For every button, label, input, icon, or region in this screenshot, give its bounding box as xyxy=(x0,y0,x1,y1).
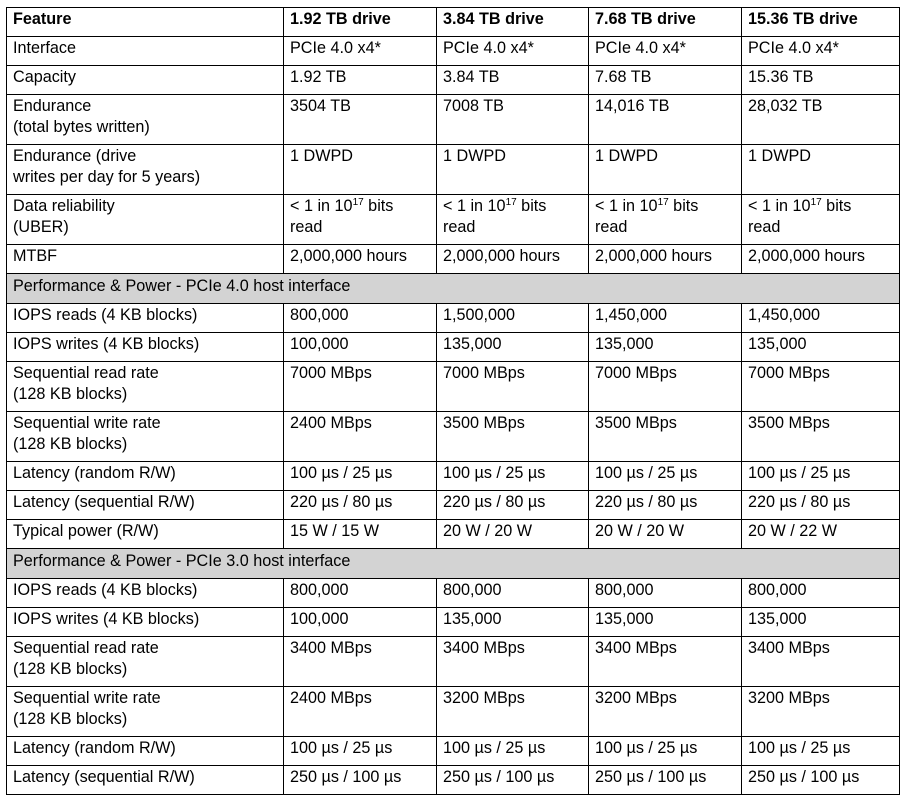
feature-label: Sequential write rate xyxy=(13,414,161,432)
feature-label: Latency (random R/W) xyxy=(13,464,176,482)
header-cell-drive xyxy=(742,8,900,37)
feature-label: Latency (sequential R/W) xyxy=(13,768,195,786)
cell-value: 100,000 xyxy=(290,610,349,628)
cell-value: 7.68 TB xyxy=(595,68,652,86)
cell-value: 100 µs / 25 µs xyxy=(443,739,546,757)
uber-prefix: < 1 in 10 xyxy=(595,197,658,215)
cell-value: 135,000 xyxy=(748,335,807,353)
feature-cell xyxy=(7,412,284,462)
value-cell xyxy=(437,304,589,333)
section-header-row xyxy=(7,549,900,579)
value-cell xyxy=(742,520,900,549)
drive-spec-table xyxy=(6,7,900,795)
cell-value: 3400 MBps xyxy=(290,639,372,657)
uber-prefix: < 1 in 10 xyxy=(748,197,811,215)
value-cell xyxy=(284,195,437,245)
cell-value: 3200 MBps xyxy=(748,689,830,707)
value-cell xyxy=(742,491,900,520)
cell-value: 100 µs / 25 µs xyxy=(595,464,698,482)
uber-suffix: bits xyxy=(821,197,852,215)
value-cell xyxy=(437,579,589,608)
cell-value: 1 DWPD xyxy=(443,147,506,165)
cell-value: 135,000 xyxy=(443,610,502,628)
value-cell xyxy=(284,491,437,520)
cell-value: PCIe 4.0 x4* xyxy=(290,39,381,57)
feature-label: IOPS reads (4 KB blocks) xyxy=(13,581,198,599)
value-cell xyxy=(589,637,742,687)
cell-value: 3400 MBps xyxy=(748,639,830,657)
feature-cell xyxy=(7,766,284,795)
uber-line2: read xyxy=(595,218,628,236)
value-cell xyxy=(589,491,742,520)
value-cell xyxy=(437,637,589,687)
value-cell xyxy=(742,462,900,491)
value-cell xyxy=(284,37,437,66)
value-cell xyxy=(742,95,900,145)
value-cell xyxy=(589,145,742,195)
feature-label: Sequential read rate xyxy=(13,639,159,657)
cell-value: 2,000,000 hours xyxy=(290,247,408,265)
value-cell xyxy=(589,579,742,608)
feature-label: (128 KB blocks) xyxy=(13,660,128,678)
cell-value: 7000 MBps xyxy=(748,364,830,382)
feature-cell xyxy=(7,333,284,362)
cell-value: PCIe 4.0 x4* xyxy=(443,39,534,57)
value-cell xyxy=(742,66,900,95)
value-cell xyxy=(284,145,437,195)
cell-value: 100 µs / 25 µs xyxy=(443,464,546,482)
section-title: Performance & Power - PCIe 4.0 host interface xyxy=(13,277,351,295)
cell-value: 7000 MBps xyxy=(595,364,677,382)
table-row xyxy=(7,637,900,687)
cell-value: 220 µs / 80 µs xyxy=(595,493,698,511)
value-cell xyxy=(284,412,437,462)
value-cell xyxy=(284,304,437,333)
value-cell xyxy=(589,412,742,462)
section-title: Performance & Power - PCIe 3.0 host interface xyxy=(13,552,351,570)
feature-label: Data reliability xyxy=(13,197,115,215)
feature-cell xyxy=(7,637,284,687)
cell-value: 1 DWPD xyxy=(290,147,353,165)
cell-value: 1,450,000 xyxy=(748,306,821,324)
table-row xyxy=(7,687,900,737)
header-cell-drive xyxy=(437,8,589,37)
value-cell xyxy=(589,687,742,737)
cell-value: 7008 TB xyxy=(443,97,504,115)
feature-cell xyxy=(7,520,284,549)
cell-value: 1,500,000 xyxy=(443,306,516,324)
feature-cell xyxy=(7,687,284,737)
value-cell xyxy=(589,520,742,549)
header-label: 7.68 TB drive xyxy=(595,10,696,28)
value-cell xyxy=(589,608,742,637)
cell-value: 2,000,000 hours xyxy=(748,247,866,265)
value-cell xyxy=(742,195,900,245)
feature-cell xyxy=(7,195,284,245)
cell-value: 100 µs / 25 µs xyxy=(748,739,851,757)
value-cell xyxy=(284,95,437,145)
value-cell xyxy=(742,37,900,66)
cell-value: 3.84 TB xyxy=(443,68,500,86)
value-cell xyxy=(284,737,437,766)
cell-value: 1 DWPD xyxy=(748,147,811,165)
feature-cell xyxy=(7,304,284,333)
value-cell xyxy=(742,687,900,737)
cell-value: 2,000,000 hours xyxy=(443,247,561,265)
feature-cell xyxy=(7,245,284,274)
feature-cell xyxy=(7,462,284,491)
uber-line2: read xyxy=(290,218,323,236)
table-row xyxy=(7,145,900,195)
value-cell xyxy=(589,462,742,491)
cell-value: 100,000 xyxy=(290,335,349,353)
value-cell xyxy=(284,766,437,795)
value-cell xyxy=(589,95,742,145)
feature-label: MTBF xyxy=(13,247,58,265)
value-cell xyxy=(589,66,742,95)
feature-label: Endurance (drive xyxy=(13,147,137,165)
spec-table-body xyxy=(7,8,900,795)
feature-label: (UBER) xyxy=(13,218,69,236)
header-label: 1.92 TB drive xyxy=(290,10,391,28)
cell-value: 220 µs / 80 µs xyxy=(748,493,851,511)
table-row xyxy=(7,195,900,245)
value-cell xyxy=(437,737,589,766)
header-label: Feature xyxy=(13,10,72,28)
cell-value: 250 µs / 100 µs xyxy=(290,768,402,786)
feature-cell xyxy=(7,491,284,520)
cell-value: 800,000 xyxy=(290,581,349,599)
value-cell xyxy=(589,195,742,245)
value-cell xyxy=(437,412,589,462)
cell-value: 3500 MBps xyxy=(443,414,525,432)
value-cell xyxy=(742,362,900,412)
cell-value: 2400 MBps xyxy=(290,414,372,432)
cell-value: 800,000 xyxy=(748,581,807,599)
table-row xyxy=(7,462,900,491)
value-cell xyxy=(742,145,900,195)
feature-label: Sequential write rate xyxy=(13,689,161,707)
cell-value: 135,000 xyxy=(595,610,654,628)
cell-value: 15 W / 15 W xyxy=(290,522,380,540)
table-row xyxy=(7,95,900,145)
table-row xyxy=(7,766,900,795)
cell-value: 800,000 xyxy=(290,306,349,324)
feature-label: Latency (random R/W) xyxy=(13,739,176,757)
section-header-cell xyxy=(7,549,900,579)
cell-value: 2,000,000 hours xyxy=(595,247,713,265)
table-row xyxy=(7,608,900,637)
value-cell xyxy=(437,687,589,737)
table-row xyxy=(7,245,900,274)
value-cell xyxy=(437,766,589,795)
cell-value: 100 µs / 25 µs xyxy=(290,739,393,757)
value-cell xyxy=(437,362,589,412)
value-cell xyxy=(437,145,589,195)
uber-line2: read xyxy=(443,218,476,236)
table-row xyxy=(7,491,900,520)
cell-value: 20 W / 20 W xyxy=(443,522,533,540)
value-cell xyxy=(742,637,900,687)
value-cell xyxy=(742,245,900,274)
cell-value: 3200 MBps xyxy=(595,689,677,707)
cell-value: 1 DWPD xyxy=(595,147,658,165)
uber-suffix: bits xyxy=(516,197,547,215)
cell-value: PCIe 4.0 x4* xyxy=(748,39,839,57)
value-cell xyxy=(284,362,437,412)
header-label: 15.36 TB drive xyxy=(748,10,858,28)
feature-label: IOPS writes (4 KB blocks) xyxy=(13,610,200,628)
uber-line2: read xyxy=(748,218,781,236)
section-header-row xyxy=(7,274,900,304)
feature-cell xyxy=(7,95,284,145)
cell-value: 20 W / 22 W xyxy=(748,522,838,540)
uber-exponent: 17 xyxy=(352,197,364,208)
value-cell xyxy=(437,462,589,491)
feature-label: (total bytes written) xyxy=(13,118,150,136)
uber-prefix: < 1 in 10 xyxy=(290,197,353,215)
cell-value: 3400 MBps xyxy=(595,639,677,657)
cell-value: 100 µs / 25 µs xyxy=(748,464,851,482)
value-cell xyxy=(437,245,589,274)
cell-value: 3500 MBps xyxy=(595,414,677,432)
value-cell xyxy=(437,37,589,66)
uber-exponent: 17 xyxy=(505,197,517,208)
cell-value: 7000 MBps xyxy=(290,364,372,382)
value-cell xyxy=(742,304,900,333)
table-row xyxy=(7,737,900,766)
feature-cell xyxy=(7,37,284,66)
uber-prefix: < 1 in 10 xyxy=(443,197,506,215)
value-cell xyxy=(437,195,589,245)
value-cell xyxy=(589,37,742,66)
feature-label: (128 KB blocks) xyxy=(13,710,128,728)
feature-label: Typical power (R/W) xyxy=(13,522,159,540)
feature-label: IOPS reads (4 KB blocks) xyxy=(13,306,198,324)
value-cell xyxy=(742,737,900,766)
value-cell xyxy=(589,245,742,274)
table-row xyxy=(7,412,900,462)
feature-cell xyxy=(7,579,284,608)
value-cell xyxy=(589,333,742,362)
table-row xyxy=(7,333,900,362)
header-cell-feature xyxy=(7,8,284,37)
value-cell xyxy=(589,304,742,333)
cell-value: 800,000 xyxy=(443,581,502,599)
feature-label: (128 KB blocks) xyxy=(13,435,128,453)
feature-label: Interface xyxy=(13,39,76,57)
cell-value: 800,000 xyxy=(595,581,654,599)
feature-label: IOPS writes (4 KB blocks) xyxy=(13,335,200,353)
cell-value: 7000 MBps xyxy=(443,364,525,382)
table-row xyxy=(7,520,900,549)
cell-value: 15.36 TB xyxy=(748,68,814,86)
cell-value: 100 µs / 25 µs xyxy=(290,464,393,482)
value-cell xyxy=(437,333,589,362)
feature-cell xyxy=(7,608,284,637)
uber-suffix: bits xyxy=(363,197,394,215)
value-cell xyxy=(742,608,900,637)
header-cell-drive xyxy=(589,8,742,37)
cell-value: 1.92 TB xyxy=(290,68,347,86)
value-cell xyxy=(437,95,589,145)
value-cell xyxy=(589,737,742,766)
cell-value: 135,000 xyxy=(595,335,654,353)
cell-value: 250 µs / 100 µs xyxy=(443,768,555,786)
value-cell xyxy=(284,637,437,687)
value-cell xyxy=(437,608,589,637)
feature-label: (128 KB blocks) xyxy=(13,385,128,403)
cell-value: 3504 TB xyxy=(290,97,351,115)
header-cell-drive xyxy=(284,8,437,37)
value-cell xyxy=(589,766,742,795)
feature-label: Sequential read rate xyxy=(13,364,159,382)
feature-cell xyxy=(7,66,284,95)
value-cell xyxy=(284,66,437,95)
cell-value: 250 µs / 100 µs xyxy=(595,768,707,786)
value-cell xyxy=(742,412,900,462)
cell-value: 28,032 TB xyxy=(748,97,823,115)
value-cell xyxy=(284,245,437,274)
header-row xyxy=(7,8,900,37)
feature-label: Latency (sequential R/W) xyxy=(13,493,195,511)
cell-value: PCIe 4.0 x4* xyxy=(595,39,686,57)
cell-value: 3200 MBps xyxy=(443,689,525,707)
table-row xyxy=(7,37,900,66)
cell-value: 220 µs / 80 µs xyxy=(290,493,393,511)
feature-cell xyxy=(7,737,284,766)
table-row xyxy=(7,579,900,608)
cell-value: 20 W / 20 W xyxy=(595,522,685,540)
feature-label: Endurance xyxy=(13,97,92,115)
cell-value: 3500 MBps xyxy=(748,414,830,432)
uber-exponent: 17 xyxy=(810,197,822,208)
value-cell xyxy=(284,520,437,549)
cell-value: 135,000 xyxy=(443,335,502,353)
value-cell xyxy=(284,687,437,737)
header-label: 3.84 TB drive xyxy=(443,10,544,28)
value-cell xyxy=(284,608,437,637)
feature-cell xyxy=(7,362,284,412)
value-cell xyxy=(284,579,437,608)
uber-exponent: 17 xyxy=(657,197,669,208)
table-row xyxy=(7,304,900,333)
uber-suffix: bits xyxy=(668,197,699,215)
table-row xyxy=(7,362,900,412)
feature-label: writes per day for 5 years) xyxy=(13,168,201,186)
value-cell xyxy=(742,766,900,795)
table-row xyxy=(7,66,900,95)
value-cell xyxy=(437,520,589,549)
feature-label: Capacity xyxy=(13,68,76,86)
cell-value: 250 µs / 100 µs xyxy=(748,768,860,786)
value-cell xyxy=(589,362,742,412)
value-cell xyxy=(742,579,900,608)
value-cell xyxy=(742,333,900,362)
cell-value: 100 µs / 25 µs xyxy=(595,739,698,757)
cell-value: 220 µs / 80 µs xyxy=(443,493,546,511)
value-cell xyxy=(284,462,437,491)
cell-value: 135,000 xyxy=(748,610,807,628)
cell-value: 3400 MBps xyxy=(443,639,525,657)
section-header-cell xyxy=(7,274,900,304)
value-cell xyxy=(437,66,589,95)
value-cell xyxy=(437,491,589,520)
cell-value: 1,450,000 xyxy=(595,306,668,324)
value-cell xyxy=(284,333,437,362)
cell-value: 2400 MBps xyxy=(290,689,372,707)
feature-cell xyxy=(7,145,284,195)
cell-value: 14,016 TB xyxy=(595,97,670,115)
